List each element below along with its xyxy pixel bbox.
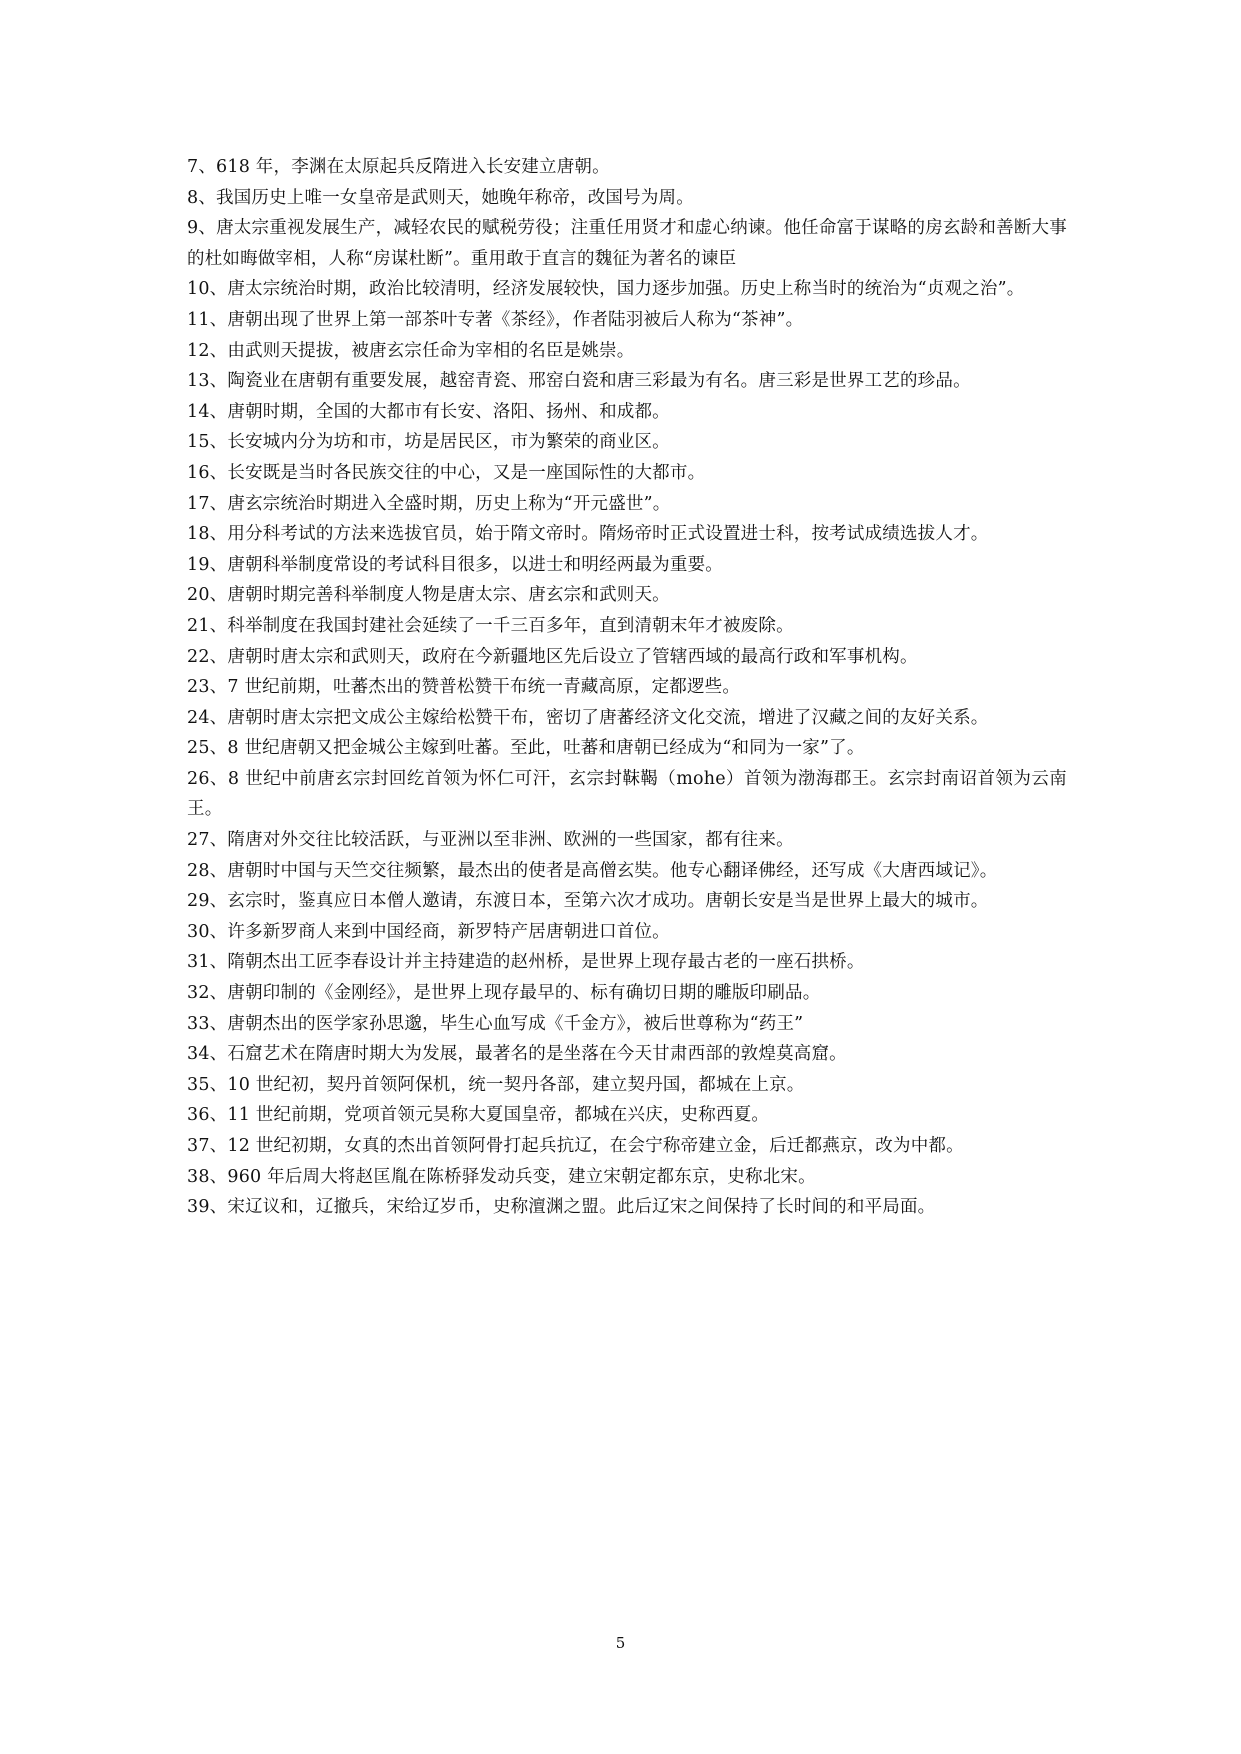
list-item: 22、唐朝时唐太宗和武则天，政府在今新疆地区先后设立了管辖西域的最高行政和军事机构。 bbox=[187, 646, 918, 667]
list-item: 13、陶瓷业在唐朝有重要发展，越窑青瓷、邢窑白瓷和唐三彩最为有名。唐三彩是世界工艺的珍品。 bbox=[187, 371, 971, 392]
list-item: 29、玄宗时，鉴真应日本僧人邀请，东渡日本，至第六次才成功。唐朝长安是当是世界上最大的城市。 bbox=[187, 891, 989, 912]
list-item: 39、宋辽议和，辽撤兵，宋给辽岁币，史称澶渊之盟。此后辽宋之间保持了长时间的和平局面。 bbox=[187, 1197, 936, 1218]
list-item: 20、唐朝时期完善科举制度人物是唐太宗、唐玄宗和武则天。 bbox=[187, 585, 670, 606]
list-item: 8、我国历史上唯一女皇帝是武则天，她晚年称帝，改国号为周。 bbox=[187, 187, 694, 208]
list-item: 35、10 世纪初，契丹首领阿保机，统一契丹各部，建立契丹国，都城在上京。 bbox=[187, 1074, 805, 1095]
list-item: 30、许多新罗商人来到中国经商，新罗特产居唐朝进口首位。 bbox=[187, 921, 670, 942]
list-item: 9、唐太宗重视发展生产，减轻农民的赋税劳役；注重任用贤才和虚心纳谏。他任命富于谋略的房玄龄和善断大事的杜如晦做宰相，人称“房谋杜断”。重用敢于直言的魏征为著名的谏臣 bbox=[187, 218, 1067, 269]
list-item: 17、唐玄宗统治时期进入全盛时期，历史上称为“开元盛世”。 bbox=[187, 493, 671, 514]
list-item: 27、隋唐对外交往比较活跃，与亚洲以至非洲、欧洲的一些国家，都有往来。 bbox=[187, 830, 794, 851]
document-body bbox=[187, 152, 1067, 1223]
list-item: 25、8 世纪唐朝又把金城公主嫁到吐蕃。至此，吐蕃和唐朝已经成为“和同为一家”了。 bbox=[187, 738, 865, 759]
list-item: 19、唐朝科举制度常设的考试科目很多，以进士和明经两最为重要。 bbox=[187, 554, 723, 575]
list-item: 26、8 世纪中前唐玄宗封回纥首领为怀仁可汗，玄宗封靺鞨（mohe）首领为渤海郡王。玄宗封南诏首领为云南王。 bbox=[187, 768, 1067, 820]
list-item: 16、长安既是当时各民族交往的中心，又是一座国际性的大都市。 bbox=[187, 462, 706, 483]
list-item: 23、7 世纪前期，吐蕃杰出的赞普松赞干布统一青藏高原，定都逻些。 bbox=[187, 677, 741, 698]
list-item: 32、唐朝印制的《金刚经》，是世界上现存最早的、标有确切日期的雕版印刷品。 bbox=[187, 983, 821, 1004]
page-number: 5 bbox=[615, 1634, 626, 1652]
list-item: 7、618 年，李渊在太原起兵反隋进入长安建立唐朝。 bbox=[187, 157, 610, 177]
list-item: 15、长安城内分为坊和市，坊是居民区，市为繁荣的商业区。 bbox=[187, 432, 670, 453]
list-item: 34、石窟艺术在隋唐时期大为发展，最著名的是坐落在今天甘肃西部的敦煌莫高窟。 bbox=[187, 1044, 847, 1065]
list-item: 28、唐朝时中国与天竺交往频繁，最杰出的使者是高僧玄奘。他专心翻译佛经，还写成《大唐西域记》。 bbox=[187, 860, 998, 881]
list-item: 10、唐太宗统治时期，政治比较清明，经济发展较快，国力逐步加强。历史上称当时的统治为“贞观之治”。 bbox=[187, 279, 1025, 300]
list-item: 24、唐朝时唐太宗把文成公主嫁给松赞干布，密切了唐蕃经济文化交流，增进了汉藏之间的友好关系。 bbox=[187, 707, 989, 728]
list-item: 18、用分科考试的方法来选拔官员，始于隋文帝时。隋炀帝时正式设置进士科，按考试成绩选拔人才。 bbox=[187, 524, 989, 545]
list-item: 11、唐朝出现了世界上第一部茶叶专著《茶经》，作者陆羽被后人称为“茶神”。 bbox=[187, 309, 804, 330]
list-item: 12、由武则天提拔，被唐玄宗任命为宰相的名臣是姚崇。 bbox=[187, 340, 635, 361]
list-item: 14、唐朝时期，全国的大都市有长安、洛阳、扬州、和成都。 bbox=[187, 401, 670, 422]
list-item: 33、唐朝杰出的医学家孙思邈，毕生心血写成《千金方》，被后世尊称为“药王” bbox=[187, 1013, 804, 1034]
list-item: 38、960 年后周大将赵匡胤在陈桥驿发动兵变，建立宋朝定都东京，史称北宋。 bbox=[187, 1166, 816, 1187]
list-item: 31、隋朝杰出工匠李春设计并主持建造的赵州桥，是世界上现存最古老的一座石拱桥。 bbox=[187, 952, 865, 973]
list-item: 37、12 世纪初期，女真的杰出首领阿骨打起兵抗辽，在会宁称帝建立金，后迁都燕京，改为中都。 bbox=[187, 1136, 964, 1156]
list-item: 21、科举制度在我国封建社会延续了一千三百多年，直到清朝末年才被废除。 bbox=[187, 615, 794, 636]
list-item: 36、11 世纪前期，党项首领元昊称大夏国皇帝，都城在兴庆，史称西夏。 bbox=[187, 1105, 770, 1126]
